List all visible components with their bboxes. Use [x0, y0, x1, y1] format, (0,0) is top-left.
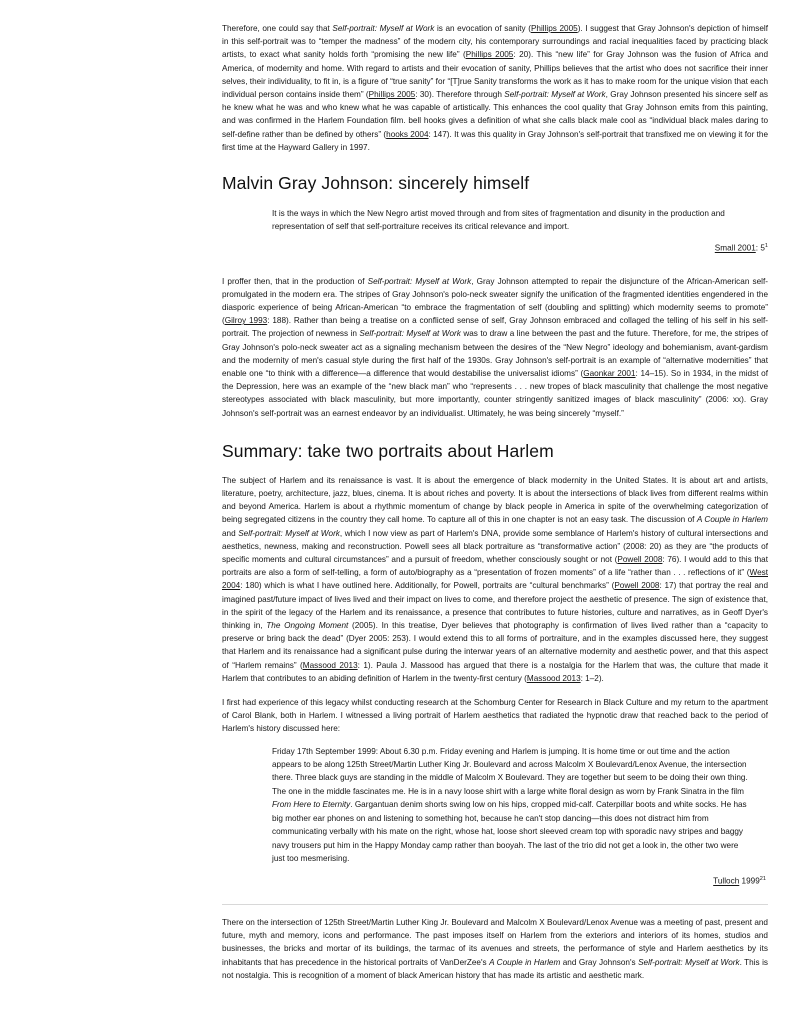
block-quote-2-attribution: [222, 873, 768, 888]
quote-page-2: 1999: [739, 877, 760, 887]
quote-footnote-1: 1: [764, 242, 768, 249]
paragraph-5: There on the intersection of 125th Street/Martin Luther King Jr. Boulevard and Malcolm X Boulevard/Lenox Avenue was a meeting of past, present and future, myth and memory, icons and performance. The past imposes itself on Harlem from the exteriors and interiors of its homes, studios and businesses, the bricks and mortar of its buildings, the tarmac of its avenues and streets, the performance of style and Harlem aesthetics by its inhabitants that has precedence in the historical portraits of VanDerZee's A Couple in Harlem and Gray Johnson's Self-portrait: Myself at Work. This is not nostalgia. This is recognition of a moment of black American history that has made its artistic and aesthetic mark.: [222, 918, 768, 980]
quote-page-1: : 5: [755, 243, 765, 253]
section-heading-1: Malvin Gray Johnson: sincerely himself: [222, 173, 530, 194]
paragraph-2: I proffer then, that in the production of Self-portrait: Myself at Work, Gray Johnson attempted to repair the disjuncture of the African-American self-promulgated in the modern era. The stripes of Gray Johnson's polo-neck sweater signify the unification of the fragmented identities engendered in the diasporic experience of being African-American “to embrace the fragmentation of self (doubling and splitting) which modernity seems to promote” (Gilroy 1993: 188). Rather than being a treatise on a conflicted sense of self, Gray Johnson embraced and collaged the telling of his self in his self-portrait. The projection of newness in Self-portrait: Myself at Work was to draw a line between the past and the future. Therefore, for me, the stripes of Gray Johnson's polo-neck sweater act as a signaling mechanism between the desires of the “New Negro” ideology and bohemianism, avant-gardism and the modernity of men's casual style during the first half of the 1930s. Gray Johnson's self-portrait is an example of “alternative modernities” that enable one “to think with a difference—a difference that would destabilise the universalist idioms” (Gaonkar 2001: 14–15). So in 1934, in the midst of the Depression, here was an example of the “new black man” who “represents . . . new tropes of black masculinity that challenge the most negative stereotypes associated with black masculinity, but more importantly, counter stringently sanitized images of black masculinity” (2006: xx). Gray Johnson's self-portrait was an earnest endeavor by an individualist. Ultimately, he was being sincerely “myself.”: [222, 276, 768, 418]
quote-source-1: Small 2001: [714, 243, 756, 253]
block-quote-2: Friday 17th September 1999: About 6.30 p.m. Friday evening and Harlem is jumping. It is home time or out time and the action appears to be along 125th Street/Martin Luther King Jr. Boulevard and across Malcolm X Boulevard/Lenox Avenue, the intersection there. Three black guys are standing in the middle of Malcolm X Boulevard. They are together but seem to be doing their own thing. The one in the middle fascinates me. He is in a navy loose shirt with a large white floral design as worn by Frank Sinatra in the film From Here to Eternity. Gargantuan denim shorts swing low on his hips, cropped mid-calf. Caterpillar boots and white socks. He has big mother ear phones on and listening to something hot, because he can't stop dancing—this does not distract him from communicating verbally with his mate on the right, whose hat, loose short sleeved cream top with sporadic navy stripes and baggy navy trousers put him in the Happy Monday camp rather than booyah. The last of the trio did not get a look in, the other two were just too mesmerising.: [272, 746, 748, 863]
block-quote-1: It is the ways in which the New Negro artist moved through and from sites of fragmentation and disunity in the production and representation of self that self-portraiture receives its critical relevance and import.: [272, 209, 725, 232]
divider: [222, 904, 768, 905]
quote-source-2: Tulloch: [713, 877, 740, 887]
section-heading-2: Summary: take two portraits about Harlem: [222, 440, 554, 461]
paragraph-3: The subject of Harlem and its renaissance is vast. It is about the emergence of black modernity in the United States. It is about art and artists, literature, poetry, architecture, jazz, blues, cinema. It is about riches and poverty. It is about the intersections of black lives from different realms within and beyond America. Harlem is about a rhythmic momentum of change by black people in America in spite of the overwhelming categorization of being segregated citizens in the country they call home. To capture all of this in one chapter is not an easy task. The discussion of A Couple in Harlem and Self-portrait: Myself at Work, which I now view as part of Harlem's DNA, provide some semblance of Harlem's history of cultural intersections and aesthetics, newness, making and reconstruction. Powell sees all black portraiture as “transformative action” (2008: 20) as they are “the products of specific moments and cultural circumstances” and a pursuit of freedom, whether consciously sought or not (Powell 2008: 76). I would add to this that portraits are also a form of self-telling, a form of auto/biography as a “presentation of frozen moments” of a life “rather than . . . reflections of it” (West 2004: 180) which is what I have outlined here. Additionally, for Powell, portraits are “cultural benchmarks” (Powell 2008: 17) that portray the real and imagined past/future impact of lives lived and their impact on lives to come, and therefore project the aesthetic of presence. The sign of existence that, in the spirit of the legacy of the Harlem and its renaissance, a presence that contributes to future histories, culture and narratives, as in Geoff Dyer's thinking in, The Ongoing Moment (2005). In this treatise, Dyer believes that photography is confirmation of lives lived rather than a “capacity to preserve or bring back the dead” (Dyer 2005: 253). I would extend this to all forms of portraiture, and in the examples discussed here, they suggest that Harlem and its renaissance had a significant pulse during the interwar years of an alternative modernity and aesthetic power, and that this aspect of “Harlem remains” (Massood 2013: 1). Paula J. Massood has argued that there is a nostalgia for the Harlem that was, the culture that made it Harlem that contributes to an abiding definition of Harlem in the twenty-first century (Massood 2013: 1–2).: [222, 475, 768, 683]
paragraph-1: Therefore, one could say that Self-portrait: Myself at Work is an evocation of sanity (Phillips 2005). I suggest that Gray Johnson's depiction of himself in this self-portrait was to “temper the madness” of the modern city, his contemporary surroundings and racial inequalities faced by practicing black artists, to exact what sanity holds forth “promising the new life” (Phillips 2005: 20). This “new life” for Gray Johnson was the fusion of Africa and America, of modernity and home. With regard to artists and their evocation of sanity, Phillips believes that the artist who does not sacrifice their inner selves, their individuality, to fit in, is a figure of “true sanity” for “[T]rue Sanity transforms the work as it has to make room for the unique vision that each individual person contains inside them” (Phillips 2005: 30). Therefore through Self-portrait: Myself at Work, Gray Johnson presented his sincere self as he knew what he was and who knew what he was capable of artistically. This enhances the cool quality that Gray Johnson emits from this painting, and was confirmed in the Harlem Foundation film. bell hooks gives a definition of what she calls black male cool as “individual black males daring to self-define rather than be defined by others” (hooks 2004: 147). It was this quality in Gray Johnson's self-portrait that transfixed me on viewing it for the first time at the Hayward Gallery in 1997.: [222, 24, 768, 152]
quote-footnote-2: 21: [759, 876, 766, 883]
block-quote-1-attribution: [222, 240, 768, 255]
paragraph-4: I first had experience of this legacy whilst conducting research at the Schomburg Center for Research in Black Culture and my return to the apartment of Carol Blank, both in Harlem. I witnessed a living portrait of Harlem aesthetics that radiated the hypnotic draw that reached back to the period of Harlem's history discussed here:: [222, 698, 768, 734]
